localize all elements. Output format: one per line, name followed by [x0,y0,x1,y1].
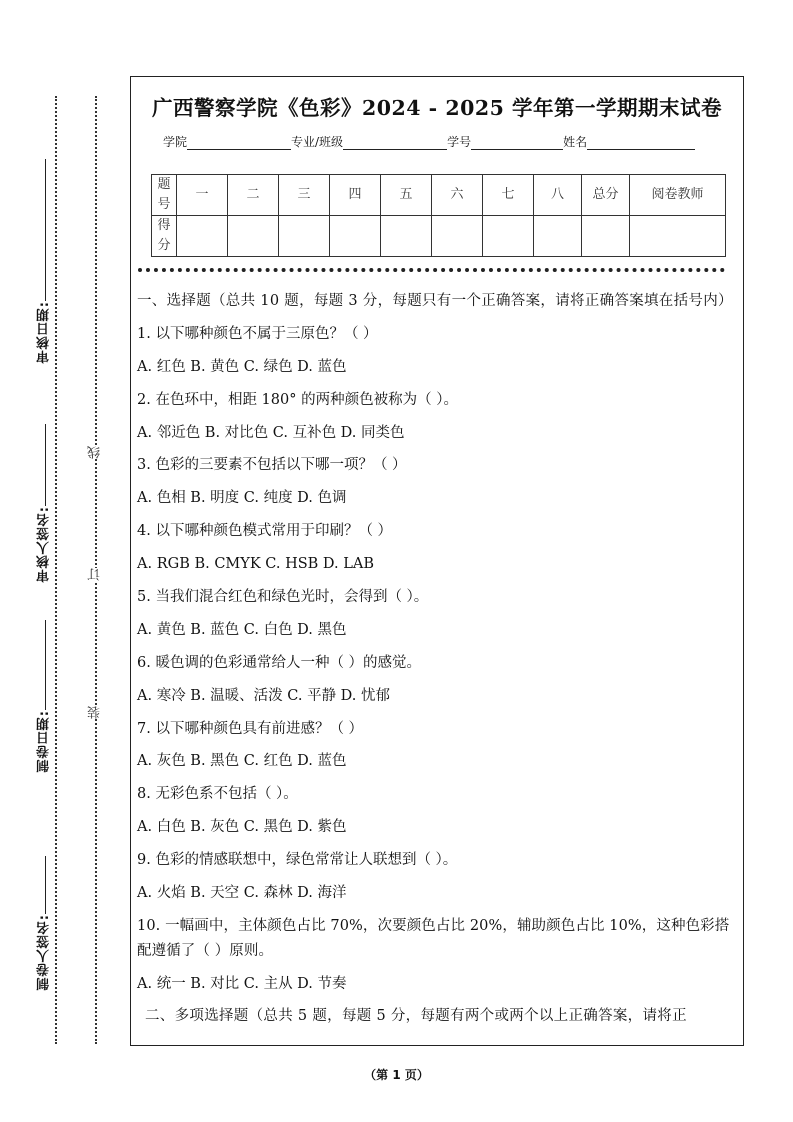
question-10-options: A. 统一 B. 对比 C. 主从 D. 节奏 [137,975,347,992]
paper-maker-signature-label: 制卷人签名: [37,914,52,991]
score-table-header-row [152,175,726,216]
exam-title: 广西警察学院《色彩》2024 - 2025 学年第一学期期末试卷 [151,96,723,120]
score-cell-total[interactable] [582,216,630,257]
score-cell[interactable] [177,216,228,257]
question-1-options: A. 红色 B. 黄色 C. 绿色 D. 蓝色 [137,358,347,375]
name-label: 姓名 [563,135,588,149]
reviewer-signature-blank[interactable] [45,424,46,506]
question-7-options: A. 灰色 B. 黑色 C. 红色 D. 蓝色 [137,753,347,770]
reviewer-signature-label: 审核人签名: [37,506,52,583]
score-cell[interactable] [432,216,483,257]
question-6: 6. 暖色调的色彩通常给人一种（ ）的感觉。 [137,654,422,671]
student-info-row [163,133,695,150]
score-cell-grader[interactable] [630,216,726,257]
table-cell-q4: 四 [330,175,381,216]
question-3-options: A. 色相 B. 明度 C. 纯度 D. 色调 [137,490,347,507]
score-table [151,174,726,257]
college-label: 学院 [163,135,188,149]
question-4-options: A. RGB B. CMYK C. HSB D. LAB [137,556,375,573]
page-number: （第 1 页） [364,1068,429,1082]
exam-paper-frame [130,76,744,1046]
score-cell[interactable] [228,216,279,257]
question-5: 5. 当我们混合红色和绿色光时，会得到（ ）。 [137,589,429,606]
score-cell[interactable] [381,216,432,257]
table-cell-q2: 二 [228,175,279,216]
table-cell-q3: 三 [279,175,330,216]
question-2-options: A. 邻近色 B. 对比色 C. 互补色 D. 同类色 [137,424,405,441]
question-5-options: A. 黄色 B. 蓝色 C. 白色 D. 黑色 [137,621,347,638]
score-cell[interactable] [483,216,534,257]
student-id-input[interactable] [471,137,563,150]
table-cell-q1: 一 [177,175,228,216]
question-8: 8. 无彩色系不包括（ ）。 [137,786,298,803]
paper-maker-signature-blank[interactable] [45,856,46,914]
paper-maker-signature-field[interactable] [38,852,52,990]
binding-dotted-line-outer [55,96,57,1044]
binding-char-line: 线 [88,446,103,459]
table-cell-question-no: 题号 [152,175,177,216]
score-cell[interactable] [534,216,582,257]
dotted-separator [138,268,725,272]
question-3: 3. 色彩的三要素不包括以下哪一项？（ ） [137,457,407,474]
reviewer-signature-field[interactable] [38,420,52,582]
review-date-label: 审核日期: [37,301,52,364]
major-class-label: 专业/班级 [291,135,344,149]
binding-char-bind: 装 [88,706,103,719]
review-date-field[interactable] [38,155,52,363]
question-2: 2. 在色环中，相距 180° 的两种颜色被称为（ ）。 [137,391,458,408]
college-input[interactable] [187,137,291,150]
question-8-options: A. 白色 B. 灰色 C. 黑色 D. 紫色 [137,819,347,836]
student-id-label: 学号 [447,135,472,149]
question-9: 9. 色彩的情感联想中，绿色常常让人联想到（ ）。 [137,852,458,869]
review-date-blank[interactable] [45,159,46,301]
score-cell[interactable] [330,216,381,257]
score-table-score-row [152,216,726,257]
table-cell-q7: 七 [483,175,534,216]
question-6-options: A. 寒冷 B. 温暖、活泼 C. 平静 D. 忧郁 [137,687,391,704]
paper-date-field[interactable] [38,616,52,772]
paper-date-label: 制卷日期: [37,710,52,773]
question-7: 7. 以下哪种颜色具有前进感？（ ） [137,720,364,737]
table-cell-q5: 五 [381,175,432,216]
question-1: 1. 以下哪种颜色不属于三原色？（ ） [137,325,378,342]
table-cell-grader: 阅卷教师 [630,175,726,216]
binding-char-staple: 订 [88,568,103,581]
paper-date-blank[interactable] [45,620,46,710]
question-9-options: A. 火焰 B. 天空 C. 森林 D. 海洋 [137,885,347,902]
question-4: 4. 以下哪种颜色模式常用于印刷？（ ） [137,523,393,540]
exam-content [137,289,741,1037]
table-cell-total: 总分 [582,175,630,216]
section-1-heading: 一、选择题（总共 10 题，每题 3 分，每题只有一个正确答案，请将正确答案填在括号内） [137,293,733,309]
question-10: 10. 一幅画中，主体颜色占比 70%，次要颜色占比 20%，辅助颜色占比 10%，这种色彩搭配遵循了（ ）原则。 [137,917,730,959]
table-cell-q8: 八 [534,175,582,216]
major-class-input[interactable] [343,137,447,150]
table-cell-score-label: 得分 [152,216,177,257]
name-input[interactable] [587,137,695,150]
table-cell-q6: 六 [432,175,483,216]
section-2-heading: 二、多项选择题（总共 5 题，每题 5 分，每题有两个或两个以上正确答案，请将正 [145,1007,687,1024]
score-cell[interactable] [279,216,330,257]
